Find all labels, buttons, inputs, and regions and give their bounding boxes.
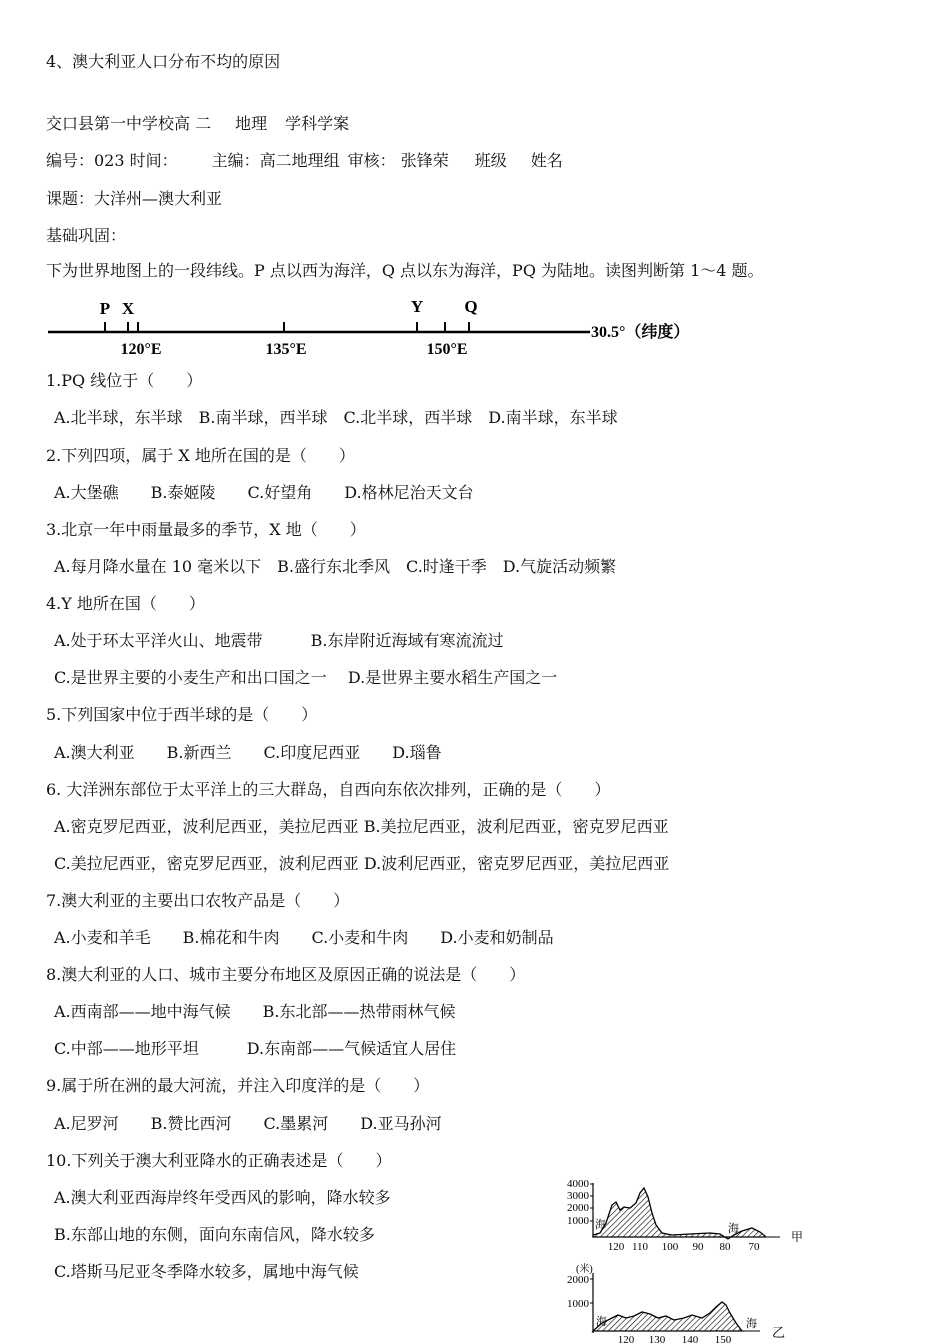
q9-stem: 9.属于所在洲的最大河流，并注入印度洋的是（ ） <box>46 1076 430 1095</box>
bottom-terrain <box>593 1302 742 1331</box>
latitude-label: 30.5°（纬度） <box>591 324 690 341</box>
q7-options: A.小麦和羊毛 B.棉花和牛肉 C.小麦和牛肉 D.小麦和奶制品 <box>54 928 554 947</box>
profile-bottom <box>567 1262 785 1344</box>
q4-options-row2: C.是世界主要的小麦生产和出口国之一 D.是世界主要水稻生产国之一 <box>54 668 558 687</box>
top-x-100: 100 <box>661 1241 679 1253</box>
topic: 课题：大洋州—澳大利亚 <box>46 189 223 208</box>
bottom-x-120: 120 <box>617 1334 635 1344</box>
bottom-y-1000: 1000 <box>567 1298 589 1310</box>
q2-options: A.大堡礁 B.泰姬陵 C.好望角 D.格林尼治天文台 <box>54 483 474 502</box>
bottom-label-yi: 乙 <box>772 1325 786 1340</box>
q9-options: A.尼罗河 B.赞比西河 C.墨累河 D.亚马孙河 <box>54 1114 442 1133</box>
q4-stem: 4.Y 地所在国（ ） <box>46 594 205 613</box>
bottom-x-130: 130 <box>648 1334 666 1344</box>
q2-stem: 2.下列四项，属于 X 地所在国的是（ ） <box>46 446 355 465</box>
q1-stem: 1.PQ 线位于（ ） <box>46 371 203 390</box>
school-name: 交口县第一中学校高 二 <box>46 114 212 133</box>
top-x-70: 70 <box>748 1241 760 1253</box>
q8-options-row1: A.西南部——地中海气候 B.东北部——热带雨林气候 <box>54 1002 456 1021</box>
top-y-3000: 3000 <box>567 1190 589 1202</box>
meta-reviewer: 审核： 张锋荣 <box>347 151 449 170</box>
meta-class: 班级 <box>474 151 507 170</box>
q1-options: A.北半球，东半球 B.南半球，西半球 C.北半球，西半球 D.南半球，东半球 <box>54 408 618 427</box>
q10-stem: 10.下列关于澳大利亚降水的正确表述是（ ） <box>46 1151 392 1170</box>
q10-option-c: C.塔斯马尼亚冬季降水较多，属地中海气候 <box>54 1262 359 1281</box>
heading-top: 4、澳大利亚人口分布不均的原因 <box>46 52 281 71</box>
top-y-2000: 2000 <box>567 1202 589 1214</box>
tick-label-150: 150°E <box>426 341 468 358</box>
top-y-1000: 1000 <box>567 1215 589 1227</box>
top-sea-right: 海 <box>728 1223 739 1235</box>
top-label-jia: 甲 <box>791 1230 804 1244</box>
intro-text: 下为世界地图上的一段纬线。P 点以西为海洋，Q 点以东为海洋，PQ 为陆地。读图判断第 1～4 题。 <box>46 261 764 280</box>
q6-stem: 6. 大洋洲东部位于太平洋上的三大群岛，自西向东依次排列，正确的是（ ） <box>46 780 611 799</box>
q8-stem: 8.澳大利亚的人口、城市主要分布地区及原因正确的说法是（ ） <box>46 965 526 984</box>
latitude-diagram <box>45 296 695 360</box>
bottom-sea-right: 海 <box>746 1318 757 1330</box>
q4-options-row1: A.处于环太平洋火山、地震带 B.东岸附近海域有寒流流过 <box>54 631 504 650</box>
q6-options-row2: C.美拉尼西亚，密克罗尼西亚，波利尼西亚 D.波利尼西亚，密克罗尼西亚，美拉尼西亚 <box>54 854 670 873</box>
top-x-90: 90 <box>692 1241 704 1253</box>
subject: 地理 <box>235 114 268 133</box>
profile-top <box>567 1178 803 1253</box>
q5-stem: 5.下列国家中位于西半球的是（ ） <box>46 705 318 724</box>
bottom-sea-left: 海 <box>596 1316 607 1328</box>
q3-options: A.每月降水量在 10 毫米以下 B.盛行东北季风 C.时逢干季 D.气旋活动频繁 <box>54 557 617 576</box>
meta-number: 编号：023 时间： <box>46 151 178 170</box>
top-terrain <box>593 1188 765 1239</box>
top-sea-left: 海 <box>595 1219 606 1231</box>
lat-ticks <box>105 322 469 332</box>
top-x-80: 80 <box>719 1241 731 1253</box>
meta-line <box>46 151 563 171</box>
meta-name: 姓名 <box>530 151 563 170</box>
bottom-x-140: 140 <box>681 1334 699 1344</box>
tick-label-120: 120°E <box>120 341 162 358</box>
q7-stem: 7.澳大利亚的主要出口农牧产品是（ ） <box>46 891 350 910</box>
section-title: 基础巩固： <box>46 226 127 245</box>
point-p: P <box>99 299 111 318</box>
meta-editor: 主编：高二地理组 <box>211 151 340 170</box>
terrain-profiles <box>560 1175 810 1344</box>
q10-option-a: A.澳大利亚西海岸终年受西风的影响，降水较多 <box>54 1188 391 1207</box>
q8-options-row2: C.中部——地形平坦 D.东南部——气候适宜人居住 <box>54 1039 457 1058</box>
doc-type: 学科学案 <box>285 114 350 133</box>
tick-label-135: 135°E <box>265 341 307 358</box>
point-x: X <box>121 299 135 318</box>
q6-options-row1: A.密克罗尼西亚，波利尼西亚，美拉尼西亚 B.美拉尼西亚，波利尼西亚，密克罗尼西亚 <box>54 817 669 836</box>
top-y-4000: 4000 <box>567 1178 589 1190</box>
school-line <box>46 114 349 134</box>
top-x-110: 110 <box>631 1241 649 1253</box>
bottom-x-150: 150 <box>714 1334 732 1344</box>
bottom-y-2000: 2000 <box>567 1274 589 1286</box>
top-x-120: 120 <box>607 1241 625 1253</box>
bottom-unit: (米) <box>576 1264 593 1275</box>
point-y: Y <box>410 297 424 316</box>
point-q: Q <box>464 297 478 316</box>
q10-option-b: B.东部山地的东侧，面向东南信风，降水较多 <box>54 1225 375 1244</box>
q5-options: A.澳大利亚 B.新西兰 C.印度尼西亚 D.瑙鲁 <box>54 743 442 762</box>
q3-stem: 3.北京一年中雨量最多的季节，X 地（ ） <box>46 520 366 539</box>
